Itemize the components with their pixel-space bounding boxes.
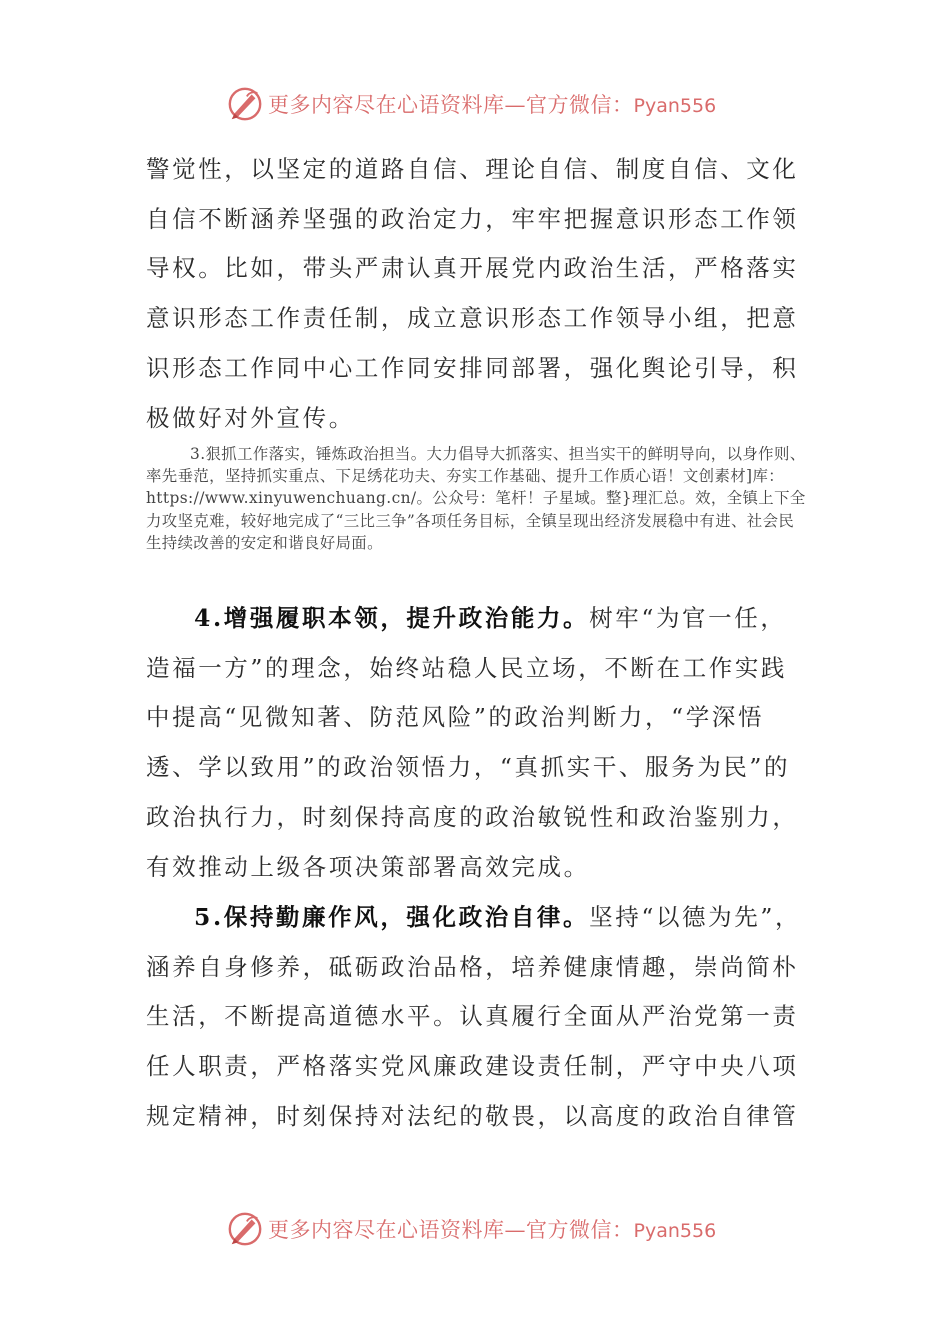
para3-text — [146, 594, 806, 892]
paragraph-4 — [146, 893, 806, 1142]
paragraph-1 — [146, 145, 806, 443]
para1-line: 警觉性，以坚定的道路自信、理论自信、制度自信、文化 — [146, 155, 799, 183]
para2-text: 3.狠抓工作落实，锤炼政治担当。大力倡导大抓落实、担当实干的鲜明导向，以身作则、率先垂范，坚持抓实重点、下足绣花功夫、夯实工作基础、提升工作质心语！文创素材]库：https://www.xinyuwenchuang.cn/。公众号：笔杆！子星域。整}理汇总。效，全镇上下全力攻坚克难，较好地完成了“三比三争”各项任务目标，全镇呈现出经济发展稳中有进、社会民生持续改善的安定和谐良好局面。 — [146, 445, 806, 552]
para4-body: 坚持“以德为先”，涵养自身修养，砥砺政治品格，培养健康情趣，崇尚简朴生活，不断提高道德水平。认真履行全面从严治党第一责任人职责，严格落实党风廉政建设责任制，严守中央八项规定精神，时刻保持对法纪的敬畏，以高度的政治自律管 — [146, 903, 802, 1130]
para3-heading: 4.增强履职本领，提升政治能力。 — [194, 604, 590, 632]
banner-wechat-id: Pyan556 — [633, 1220, 717, 1242]
paragraph-2 — [146, 443, 808, 554]
banner-text — [268, 1214, 716, 1244]
banner-text — [268, 89, 716, 119]
para3-body: 树牢“为官一任，造福一方”的理念，始终站稳人民立场，不断在工作实践中提高“见微知著、防范风险”的政治判断力，“学深悟透、学以致用”的政治领悟力，“真抓实干、服务为民”的政治执行力，时刻保持高度的政治敏锐性和政治鉴别力，有效推动上级各项决策部署高效完成。 — [146, 604, 799, 881]
para1-line: 识形态工作同中心工作同安排同部署，强化舆论引导，积 — [146, 353, 799, 382]
pen-logo-icon — [226, 1210, 264, 1248]
footer-banner — [226, 1207, 746, 1251]
pen-logo-icon — [226, 85, 264, 123]
para1-line: 极做好对外宣传。 — [146, 403, 355, 432]
banner-wechat-label: 官方微信： — [526, 93, 634, 117]
paragraph-3 — [146, 594, 806, 892]
para1-line: 意识形态工作责任制，成立意识形态工作领导小组，把意 — [146, 304, 799, 333]
banner-wechat-id: Pyan556 — [633, 95, 717, 117]
header-banner — [226, 82, 746, 126]
para4-heading: 5.保持勤廉作风，强化政治自律。 — [194, 903, 590, 931]
para4-text — [146, 893, 806, 1142]
para1-line: 导权。比如，带头严肃认真开展党内政治生活，严格落实 — [146, 254, 799, 283]
banner-site: 更多内容尽在心语资料库— — [268, 1218, 526, 1242]
banner-wechat-label: 官方微信： — [526, 1218, 634, 1242]
para1-line: 自信不断涵养坚强的政治定力，牢牢把握意识形态工作领 — [146, 204, 799, 233]
banner-site: 更多内容尽在心语资料库— — [268, 93, 526, 117]
